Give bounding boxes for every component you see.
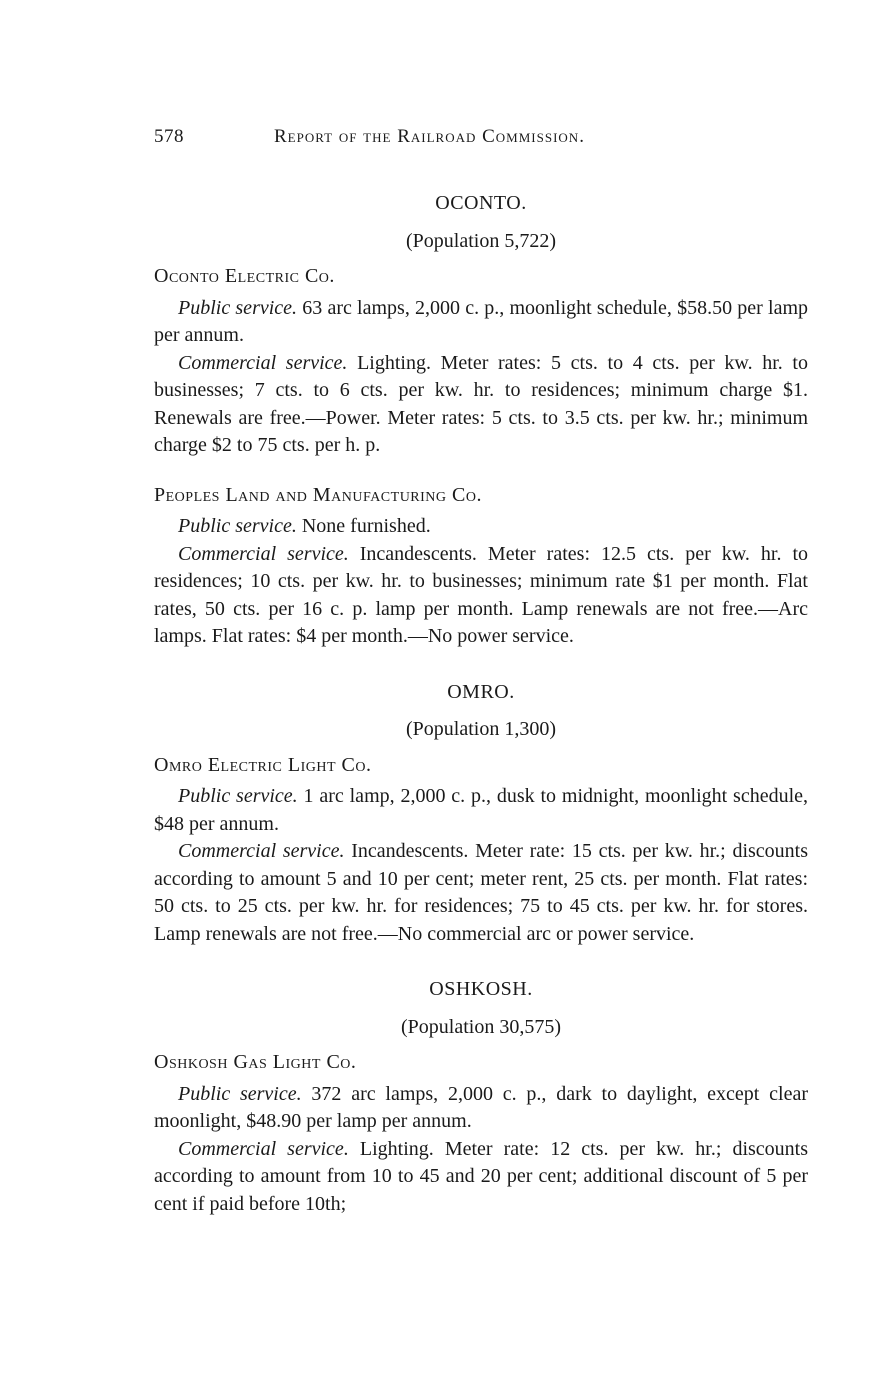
public-service-paragraph	[154, 513, 808, 541]
public-service-label: Public service.	[178, 785, 298, 807]
public-service-paragraph	[154, 783, 808, 838]
commercial-service-paragraph	[154, 541, 808, 651]
public-service-text: 372 arc lamps, 2,000 c. p., dark to daylight, except clear moonlight, $48.90 per lamp per annum.	[154, 1082, 809, 1132]
commercial-service-text: Incandescents. Meter rate: 15 cts. per kw. hr.; discounts according to amount 5 and 10 per cent; meter rent, 25 cts. per month. Flat rates: 50 cts. to 25 cts. per kw. hr. for residences; 75 to 45 cts. per kw. hr. for stores. Lamp renewals are not free.—No commercial arc or power service.	[154, 840, 809, 945]
town-heading: OSHKOSH.	[429, 978, 533, 1000]
commercial-service-paragraph	[154, 1136, 808, 1219]
town-heading: OCONTO.	[435, 192, 527, 214]
public-service-text: None furnished.	[301, 515, 431, 537]
public-service-paragraph	[154, 1081, 808, 1136]
town-heading: OMRO.	[447, 680, 515, 703]
section-oshkosh	[154, 976, 808, 1218]
page-number: 578	[154, 126, 184, 147]
population-line: (Population 1,300)	[406, 718, 556, 740]
page-body	[154, 190, 808, 1218]
public-service-text: 1 arc lamp, 2,000 c. p., dusk to midnight, moonlight schedule, $48 per annum.	[154, 785, 809, 835]
running-title: Report of the Railroad Commission.	[274, 126, 585, 147]
commercial-service-text: Incandescents. Meter rates: 12.5 cts. per kw. hr. to residences; 10 cts. per kw. hr. to businesses; minimum rate $1 per month. Flat rates, 50 cts. per 16 c. p. lamp per month. Lamp renewals are not free.—Arc lamps. Flat rates: $4 per month.—No power service.	[154, 542, 808, 647]
company-name: Peoples Land and Manufacturing Co.	[154, 483, 482, 506]
public-service-label: Public service.	[178, 296, 298, 319]
commercial-service-label: Commercial service.	[178, 1137, 349, 1160]
public-service-paragraph	[154, 295, 808, 350]
population-line: (Population 30,575)	[401, 1015, 561, 1038]
company-name: Oconto Electric Co.	[154, 265, 335, 287]
public-service-label: Public service.	[178, 515, 297, 537]
commercial-service-text: Lighting. Meter rates: 5 cts. to 4 cts. per kw. hr. to businesses; 7 cts. to 6 cts. per kw. hr. to residences; minimum charge $1. Renewals are free.—Power. Meter rates: 5 cts. to 3.5 cts. per kw. hr.; minimum charge $2 to 75 cts. per h. p.	[154, 351, 808, 456]
commercial-service-label: Commercial service.	[178, 542, 349, 565]
company-name: Omro Electric Light Co.	[154, 753, 372, 776]
section-omro	[154, 679, 808, 949]
company-entry	[154, 482, 808, 651]
company-entry	[154, 263, 808, 460]
company-name: Oshkosh Gas Light Co.	[154, 1051, 357, 1073]
commercial-service-text: Lighting. Meter rate: 12 cts. per kw. hr.; discounts according to amount from 10 to 45 and 20 per cent; additional discount of 5 per cent if paid before 10th;	[154, 1137, 809, 1215]
population-line: (Population 5,722)	[406, 229, 556, 252]
commercial-service-paragraph	[154, 350, 808, 460]
public-service-label: Public service.	[178, 1082, 302, 1105]
commercial-service-label: Commercial service.	[178, 840, 345, 862]
company-entry	[154, 752, 808, 949]
commercial-service-label: Commercial service.	[178, 351, 348, 374]
public-service-text: 63 arc lamps, 2,000 c. p., moonlight schedule, $58.50 per lamp per annum.	[154, 296, 809, 346]
section-oconto	[154, 190, 808, 651]
company-entry	[154, 1049, 808, 1218]
commercial-service-paragraph	[154, 838, 808, 948]
